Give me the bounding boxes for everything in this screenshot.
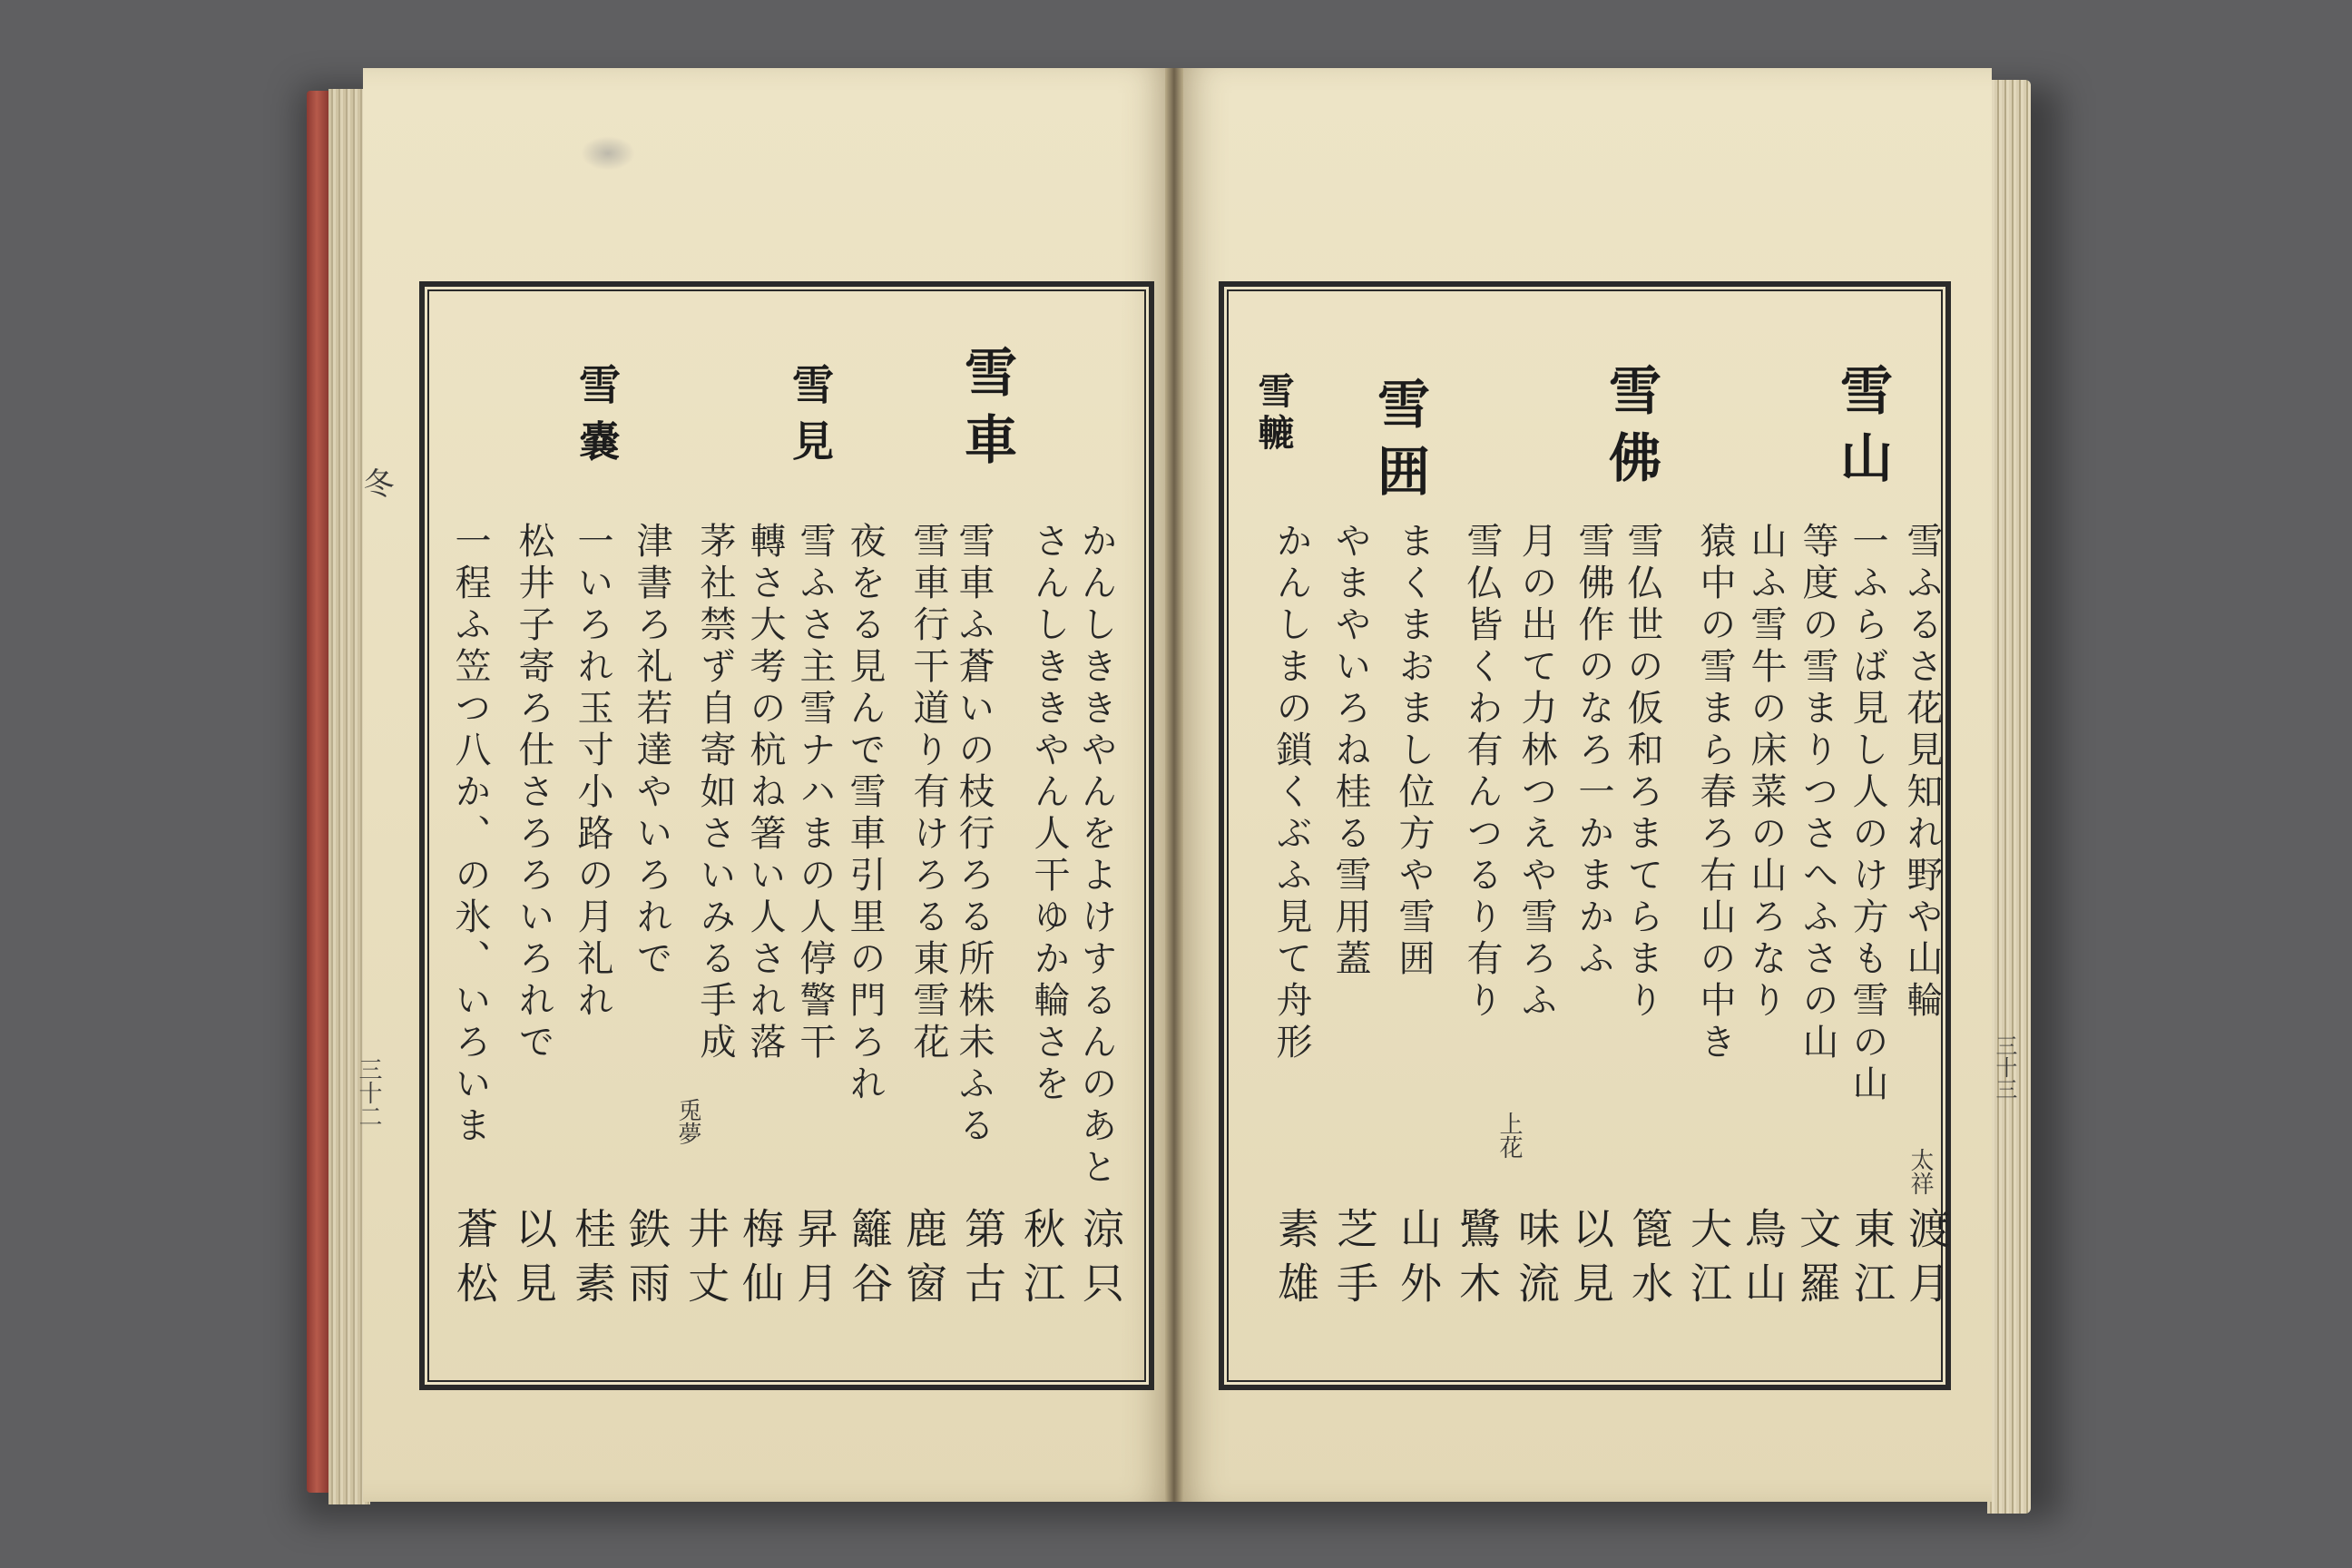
ink-smudge	[581, 136, 635, 171]
right-verse-12: かんしまの鎖くぶふ見て舟形	[1270, 522, 1312, 1064]
heading-snow-bag: 雪嚢	[573, 363, 622, 475]
left-verse-5: 夜をる見んで雪車引里の門ろれ	[844, 522, 886, 1106]
right-page-stack	[1987, 80, 2031, 1514]
left-author-1: 涼只	[1076, 1207, 1125, 1316]
right-author-8: 味流	[1512, 1207, 1561, 1316]
left-verse-8: 茅社禁ず自寄如さいみる手成	[694, 522, 736, 1064]
margin-mark-folio-right: 三十三	[1992, 1034, 2017, 1100]
margin-mark-folio-left: 三十二	[355, 1057, 382, 1128]
right-author-10: 山外	[1394, 1207, 1443, 1316]
left-author-11: 以見	[509, 1207, 558, 1316]
right-author-9: 鷺木	[1453, 1207, 1502, 1316]
left-verse-2: さんしききやん人干ゆか輪さを	[1028, 522, 1070, 1106]
right-verse-3: 等度の雪まりつさへふさの山	[1797, 522, 1838, 1064]
right-verse-5: 猿中の雪まら春ろ右山の中き	[1694, 522, 1736, 1064]
right-verse-1: 雪ふるさ花見知れ野や山輪	[1901, 522, 1943, 1023]
heading-snow-viewing: 雪見	[786, 363, 835, 475]
right-note-2: 上花	[1495, 1112, 1523, 1159]
right-author-1: 渡月	[1902, 1207, 1951, 1316]
right-author-11: 芝手	[1330, 1207, 1379, 1316]
left-verse-12: 一程ふ笠つ八か、の氷、いろいま	[449, 522, 491, 1148]
left-author-10: 桂素	[568, 1207, 617, 1316]
right-author-2: 東江	[1847, 1207, 1896, 1316]
left-author-7: 梅仙	[736, 1207, 785, 1316]
right-verse-11: やまやいろね桂る雪用蓋	[1329, 522, 1371, 981]
heading-snow-mountain: 雪山	[1831, 363, 1893, 497]
heading-snow-buddha: 雪佛	[1600, 363, 1661, 497]
right-verse-6: 雪仏世の仮和ろまてらまり	[1622, 522, 1663, 1023]
left-author-3: 第古	[958, 1207, 1007, 1316]
right-verse-10: まくまおまし位方や雪囲	[1393, 522, 1435, 981]
right-verse-9: 雪仏皆くわ有んつるり有り	[1461, 522, 1503, 1023]
right-verse-4: 山ふ雪牛の床菜の山ろなり	[1745, 522, 1787, 1023]
right-author-7: 以見	[1566, 1207, 1615, 1316]
right-note-1: 太祥	[1906, 1148, 1934, 1195]
left-author-2: 秋江	[1017, 1207, 1066, 1316]
right-author-4: 鳥山	[1739, 1207, 1788, 1316]
left-verse-3: 雪車ふ蒼いの枝行ろる所株未ふる	[953, 522, 995, 1148]
left-author-12: 蒼松	[450, 1207, 499, 1316]
left-verse-7: 轉さ大考の杭ね箸い人され落	[744, 522, 786, 1064]
right-verse-7: 雪佛作のなろ一かまかふ	[1573, 522, 1614, 981]
right-author-3: 文羅	[1793, 1207, 1842, 1316]
left-verse-9: 津書ろ礼若達やいろれで	[631, 522, 672, 981]
left-author-4: 鹿窗	[899, 1207, 948, 1316]
left-author-5: 籬谷	[845, 1207, 894, 1316]
left-verse-4: 雪車行干道り有けろる東雪花	[907, 522, 949, 1064]
right-author-6: 篦水	[1625, 1207, 1674, 1316]
right-author-12: 素雄	[1271, 1207, 1320, 1316]
left-note: 兎夢	[674, 1098, 701, 1145]
right-author-5: 大江	[1684, 1207, 1733, 1316]
left-verse-1: かんしききやんをよけするんのあと	[1075, 522, 1117, 1190]
left-author-9: 鉄雨	[622, 1207, 671, 1316]
right-verse-8: 月の出て力林つえや雪ろふ	[1515, 522, 1557, 1023]
left-verse-10: 一いろれ玉寸小路の月礼れ	[572, 522, 613, 1023]
left-author-6: 昇月	[790, 1207, 839, 1316]
left-verse-6: 雪ふさ主雪ナハまの人停警干	[794, 522, 836, 1064]
heading-snow-enclosure: 雪囲	[1368, 377, 1430, 511]
margin-mark-season: 冬	[358, 467, 394, 498]
book-gutter	[1165, 68, 1183, 1502]
heading-snow-sled: 雪轆	[1252, 372, 1295, 456]
heading-sled: 雪車	[956, 345, 1017, 479]
right-verse-2: 一ふらば見し人のけ方も雪の山	[1847, 522, 1888, 1106]
left-verse-11: 松井子寄ろ仕さろろいろれで	[513, 522, 554, 1064]
left-author-8: 井丈	[681, 1207, 730, 1316]
